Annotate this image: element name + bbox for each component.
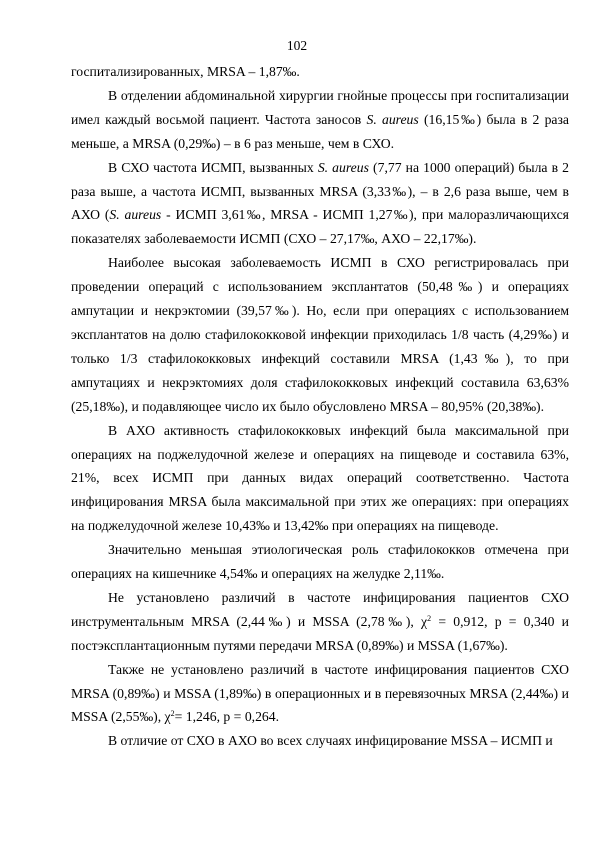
paragraph — [71, 586, 569, 658]
paragraph — [71, 729, 569, 753]
paragraph — [71, 538, 569, 586]
italic-text: S. aureus — [109, 207, 162, 223]
italic-text: S. aureus — [366, 111, 419, 127]
text-run: = 1,246, p = 0,264. — [174, 709, 280, 725]
superscript: 2 — [427, 613, 432, 623]
paragraph — [71, 84, 569, 156]
superscript: 2 — [170, 709, 175, 719]
text-run: Также не установлено различий в частоте инфицирования пациентов СХО MRSA (0,89‰) и MSSA (1,89‰) в операционных и в перевязочных MRSA (2,44‰) и MSSA (2,55‰), χ — [71, 661, 569, 725]
paragraph — [71, 156, 569, 252]
text-run: (7,77 на 1000 операций) была в 2 раза выше, а частота ИСМП, вызванных MRSA (3,33‰), – в 2,6 раза выше, чем в АХО ( — [71, 159, 569, 223]
text-run: (16,15‰) была в 2 раза меньше, а MRSA (0,29‰) – в 6 раз меньше, чем в СХО. — [71, 111, 569, 151]
text-run: В отличие от СХО в АХО во всех случаях инфицирование MSSA – ИСМП и — [108, 733, 553, 749]
text-run: госпитализированных, MRSA – 1,87‰. — [71, 64, 300, 79]
text-run: Наиболее высокая заболеваемость ИСМП в СХО регистрировалась при проведении операций с использованием эксплантатов (50,48‰) и операциях ампутации и некрэктомии (39,57‰). Но, если при операциях с использованием эксплантатов на долю стафилококковой инфекции приходилась 1/8 часть (4,29‰) и только 1/3 стафилококковых инфекций составили MRSA (1,43‰), то при ампутациях и некрэктомиях доля стафилококковых инфекций составила 63,63% (25,18‰), и подавляющее число их было обусловлено MRSA – 80,95% (20,38‰). — [71, 255, 569, 414]
text-run: Не установлено различий в частоте инфицирования пациентов СХО инструментальным MRSA (2,44‰) и MSSA (2,78‰), χ — [71, 589, 569, 629]
paragraph — [71, 419, 569, 539]
paragraph — [71, 658, 569, 730]
text-run: В СХО частота ИСМП, вызванных — [108, 159, 318, 175]
text-run: В отделении абдоминальной хирургии гнойные процессы при госпитализации имел каждый восьмой пациент. Частота заносов — [71, 87, 569, 127]
text-run: Значительно меньшая этиологическая роль стафилококков отмечена при операциях на кишечнике 4,54‰ и операциях на желудке 2,11‰. — [71, 542, 569, 582]
text-run: - ИСМП 3,61‰, MRSA - ИСМП 1,27‰), при малоразличающихся показателях заболеваемости ИСМП (СХО – 27,17‰, АХО – 22,17‰). — [71, 207, 569, 247]
text-run: В АХО активность стафилококковых инфекций была максимальной при операциях на поджелудочной железе и операциях на пищеводе и составила 63%, 21%, всех ИСМП при данных видах операций соответственно. Частота инфицирования MRSA была максимальной при этих же операциях: при операциях на поджелудочной железе 10,43‰ и 13,42‰ при операциях на пищеводе. — [71, 422, 569, 534]
paragraph — [71, 60, 569, 84]
paragraph — [71, 251, 569, 418]
text-run: = 0,912, p = 0,340 и постэксплантационным путями передачи MRSA (0,89‰) и MSSA (1,67‰). — [71, 613, 569, 653]
italic-text: S. aureus — [317, 159, 369, 175]
page-number: 102 — [286, 38, 308, 53]
document-body — [71, 60, 569, 753]
